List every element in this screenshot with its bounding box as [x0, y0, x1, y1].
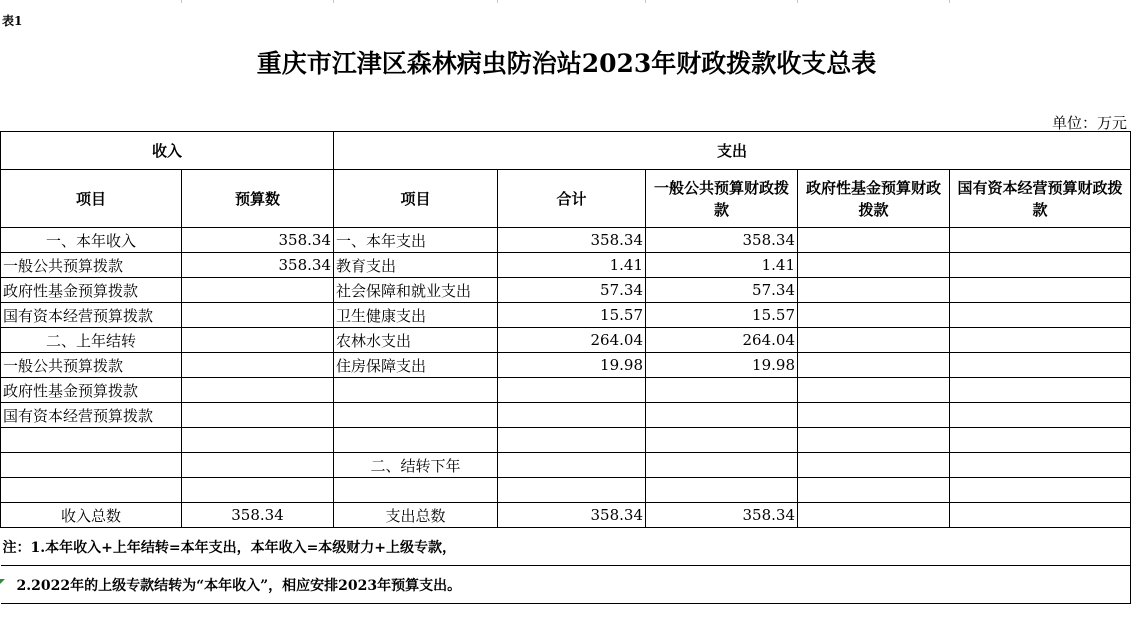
- expense-item-cell[interactable]: 卫生健康支出: [334, 303, 498, 328]
- income-item-cell[interactable]: 国有资本经营预算拨款: [1, 303, 182, 328]
- income-item-cell[interactable]: 一般公共预算拨款: [1, 253, 182, 278]
- income-budget-cell[interactable]: [182, 453, 334, 478]
- fund-budget-cell[interactable]: [798, 353, 950, 378]
- expense-header[interactable]: 支出: [334, 132, 1131, 170]
- table-row: [1, 303, 1131, 328]
- general-budget-cell[interactable]: [646, 478, 798, 503]
- income-total-value[interactable]: 358.34: [182, 503, 334, 528]
- expense-item-cell[interactable]: 一、本年支出: [334, 228, 498, 253]
- expense-total-cell[interactable]: 19.98: [498, 353, 646, 378]
- general-budget-cell[interactable]: 358.34: [646, 228, 798, 253]
- income-item-cell[interactable]: 一、本年收入: [1, 228, 182, 253]
- income-budget-cell[interactable]: [182, 353, 334, 378]
- expense-total-header[interactable]: 合计: [498, 170, 646, 228]
- expense-item-cell[interactable]: [334, 478, 498, 503]
- income-budget-cell[interactable]: [182, 278, 334, 303]
- state-capital-cell[interactable]: [950, 253, 1131, 278]
- note-2[interactable]: 2.2022年的上级专款结转为“本年收入”，相应安排2023年预算支出。: [1, 566, 1131, 604]
- table-row: [1, 278, 1131, 303]
- income-header[interactable]: 收入: [1, 132, 334, 170]
- income-item-cell[interactable]: 二、上年结转: [1, 328, 182, 353]
- fund-budget-cell[interactable]: [798, 228, 950, 253]
- general-budget-cell[interactable]: 19.98: [646, 353, 798, 378]
- state-capital-header[interactable]: 国有资本经营预算财政拨款: [950, 170, 1131, 228]
- state-capital-cell[interactable]: [950, 228, 1131, 253]
- expense-total-cell[interactable]: [498, 403, 646, 428]
- expense-total-cell[interactable]: 1.41: [498, 253, 646, 278]
- general-budget-cell[interactable]: 57.34: [646, 278, 798, 303]
- income-item-cell[interactable]: [1, 428, 182, 453]
- cell-marker-icon: [0, 579, 5, 584]
- expense-item-cell[interactable]: 社会保障和就业支出: [334, 278, 498, 303]
- table-row: [1, 353, 1131, 378]
- general-budget-cell[interactable]: 15.57: [646, 303, 798, 328]
- table-row: [1, 403, 1131, 428]
- state-capital-cell[interactable]: [950, 478, 1131, 503]
- table-row: [1, 478, 1131, 503]
- income-budget-cell[interactable]: [182, 303, 334, 328]
- note-row-2: [1, 566, 1131, 604]
- expense-item-cell[interactable]: 教育支出: [334, 253, 498, 278]
- income-item-cell[interactable]: 政府性基金预算拨款: [1, 278, 182, 303]
- expense-total-cell[interactable]: [498, 378, 646, 403]
- expense-item-cell[interactable]: [334, 428, 498, 453]
- expense-total-cell[interactable]: [498, 428, 646, 453]
- expense-total-cell[interactable]: 15.57: [498, 303, 646, 328]
- state-capital-cell[interactable]: [950, 328, 1131, 353]
- income-item-header[interactable]: 项目: [1, 170, 182, 228]
- expense-total-value[interactable]: 358.34: [498, 503, 646, 528]
- expense-item-header[interactable]: 项目: [334, 170, 498, 228]
- table-row: [1, 253, 1131, 278]
- totals-row: [1, 503, 1131, 528]
- fund-budget-cell[interactable]: [798, 453, 950, 478]
- sheet-gridline-stubs: [0, 0, 1133, 3]
- state-capital-cell[interactable]: [950, 303, 1131, 328]
- table-row: [1, 428, 1131, 453]
- fund-budget-cell[interactable]: [798, 478, 950, 503]
- income-budget-cell[interactable]: [182, 403, 334, 428]
- income-item-cell[interactable]: 国有资本经营预算拨款: [1, 403, 182, 428]
- general-total-value[interactable]: 358.34: [646, 503, 798, 528]
- table-row: [1, 378, 1131, 403]
- general-budget-cell[interactable]: [646, 453, 798, 478]
- income-item-cell[interactable]: 一般公共预算拨款: [1, 353, 182, 378]
- state-capital-cell[interactable]: [950, 428, 1131, 453]
- state-capital-cell[interactable]: [950, 378, 1131, 403]
- expense-total-label[interactable]: 支出总数: [334, 503, 498, 528]
- fund-budget-header[interactable]: 政府性基金预算财政拨款: [798, 170, 950, 228]
- fund-budget-cell[interactable]: [798, 253, 950, 278]
- general-budget-header[interactable]: 一般公共预算财政拨款: [646, 170, 798, 228]
- state-capital-cell[interactable]: [950, 403, 1131, 428]
- expense-total-cell[interactable]: 358.34: [498, 228, 646, 253]
- table-row: [1, 228, 1131, 253]
- state-total-value[interactable]: [950, 503, 1131, 528]
- fund-total-value[interactable]: [798, 503, 950, 528]
- income-total-label[interactable]: 收入总数: [1, 503, 182, 528]
- state-capital-cell[interactable]: [950, 353, 1131, 378]
- budget-table: [0, 131, 1131, 604]
- fund-budget-cell[interactable]: [798, 403, 950, 428]
- fund-budget-cell[interactable]: [798, 278, 950, 303]
- income-budget-cell[interactable]: [182, 478, 334, 503]
- income-budget-cell[interactable]: [182, 378, 334, 403]
- fund-budget-cell[interactable]: [798, 378, 950, 403]
- income-budget-cell[interactable]: [182, 328, 334, 353]
- general-budget-cell[interactable]: 1.41: [646, 253, 798, 278]
- unit-label: 单位：万元: [1051, 114, 1127, 132]
- expense-total-cell[interactable]: 57.34: [498, 278, 646, 303]
- state-capital-cell[interactable]: [950, 278, 1131, 303]
- fund-budget-cell[interactable]: [798, 328, 950, 353]
- expense-item-cell[interactable]: 农林水支出: [334, 328, 498, 353]
- expense-item-cell[interactable]: 二、结转下年: [334, 453, 498, 478]
- sheet-label: 表1: [2, 14, 23, 28]
- header-row-columns: [1, 170, 1131, 228]
- general-budget-cell[interactable]: [646, 403, 798, 428]
- table-row: [1, 328, 1131, 353]
- income-budget-cell[interactable]: 358.34: [182, 228, 334, 253]
- income-item-cell[interactable]: 政府性基金预算拨款: [1, 378, 182, 403]
- expense-total-cell[interactable]: 264.04: [498, 328, 646, 353]
- income-budget-header[interactable]: 预算数: [182, 170, 334, 228]
- expense-total-cell[interactable]: [498, 453, 646, 478]
- table-row: [1, 453, 1131, 478]
- expense-total-cell[interactable]: [498, 478, 646, 503]
- expense-item-cell[interactable]: [334, 378, 498, 403]
- income-budget-cell[interactable]: [182, 428, 334, 453]
- fund-budget-cell[interactable]: [798, 303, 950, 328]
- income-item-cell[interactable]: [1, 478, 182, 503]
- expense-item-cell[interactable]: [334, 403, 498, 428]
- income-item-cell[interactable]: [1, 453, 182, 478]
- general-budget-cell[interactable]: [646, 428, 798, 453]
- header-row-group: [1, 132, 1131, 170]
- general-budget-cell[interactable]: [646, 378, 798, 403]
- fund-budget-cell[interactable]: [798, 428, 950, 453]
- note-row-1: [1, 528, 1131, 566]
- page-title: 重庆市江津区森林病虫防治站2023年财政拨款收支总表: [256, 49, 877, 78]
- general-budget-cell[interactable]: 264.04: [646, 328, 798, 353]
- note-1[interactable]: 注：1.本年收入+上年结转=本年支出，本年收入=本级财力+上级专款，: [1, 528, 1131, 566]
- expense-item-cell[interactable]: 住房保障支出: [334, 353, 498, 378]
- state-capital-cell[interactable]: [950, 453, 1131, 478]
- income-budget-cell[interactable]: 358.34: [182, 253, 334, 278]
